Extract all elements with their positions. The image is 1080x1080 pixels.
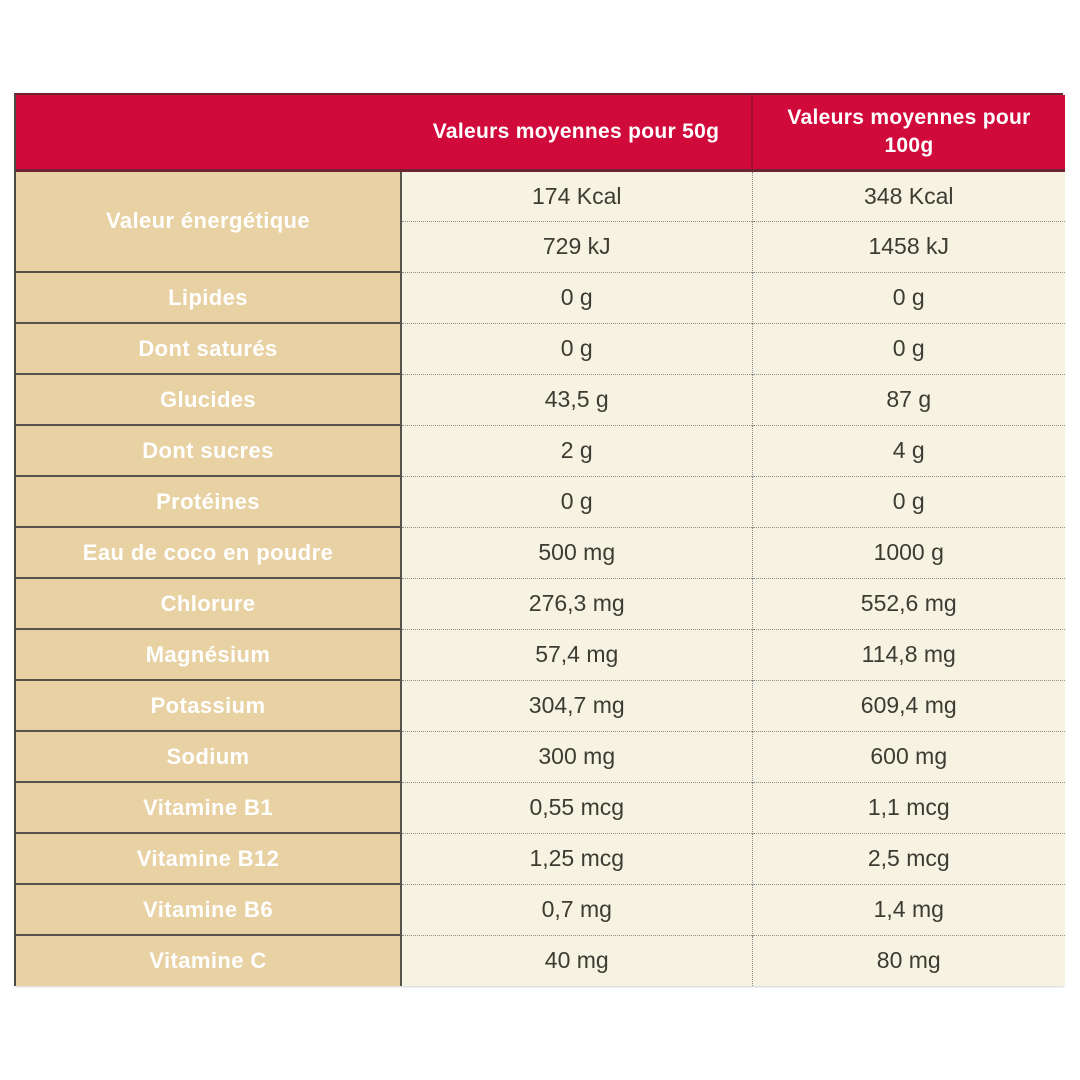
row-label: Vitamine B6 (16, 884, 401, 935)
table-row-dont-sucres (16, 425, 1065, 476)
table-row-vitamine-b12 (16, 833, 1065, 884)
value-cell-50g: 57,4 mg (401, 629, 752, 680)
header-col-50g: Valeurs moyennes pour 50g (401, 95, 752, 170)
value-cell-50g: 500 mg (401, 527, 752, 578)
value-cell-50g: 0,7 mg (401, 884, 752, 935)
row-label-energie: Valeur énergétique (16, 170, 401, 272)
row-label: Dont sucres (16, 425, 401, 476)
header-col-100g: Valeurs moyennes pour 100g (752, 95, 1065, 170)
table-row-energy-kcal (16, 170, 1065, 221)
value-cell-50g: 300 mg (401, 731, 752, 782)
table-row-proteines (16, 476, 1065, 527)
value-cell-100g: 114,8 mg (752, 629, 1065, 680)
value-cell-100g: 87 g (752, 374, 1065, 425)
value-cell-100g: 4 g (752, 425, 1065, 476)
header-row (16, 95, 1065, 170)
value-cell-50g: 40 mg (401, 935, 752, 986)
row-label: Eau de coco en poudre (16, 527, 401, 578)
row-label: Vitamine B1 (16, 782, 401, 833)
value-cell-100g: 0 g (752, 476, 1065, 527)
value-cell-50g: 0 g (401, 476, 752, 527)
value-cell-100g: 600 mg (752, 731, 1065, 782)
nutrition-table (14, 93, 1063, 986)
value-cell-50g: 1,25 mcg (401, 833, 752, 884)
value-cell-50g: 0 g (401, 323, 752, 374)
table-row-magnesium (16, 629, 1065, 680)
table-row-lipides (16, 272, 1065, 323)
value-cell-100g: 80 mg (752, 935, 1065, 986)
value-cell-50g: 304,7 mg (401, 680, 752, 731)
nutrition-values-table (16, 95, 1065, 986)
table-row-dont-satures (16, 323, 1065, 374)
value-cell-100g: 0 g (752, 323, 1065, 374)
table-row-vitamine-b6 (16, 884, 1065, 935)
row-label: Sodium (16, 731, 401, 782)
table-row-vitamine-c (16, 935, 1065, 986)
row-label: Glucides (16, 374, 401, 425)
value-cell-energy-kcal-100g: 348 Kcal (752, 170, 1065, 221)
value-cell-50g: 0,55 mcg (401, 782, 752, 833)
value-cell-100g: 0 g (752, 272, 1065, 323)
value-cell-50g: 43,5 g (401, 374, 752, 425)
row-label: Magnésium (16, 629, 401, 680)
value-cell-energy-kcal-50g: 174 Kcal (401, 170, 752, 221)
value-cell-energy-kj-50g: 729 kJ (401, 221, 752, 272)
row-label: Vitamine B12 (16, 833, 401, 884)
value-cell-100g: 609,4 mg (752, 680, 1065, 731)
table-row-vitamine-b1 (16, 782, 1065, 833)
value-cell-100g: 2,5 mcg (752, 833, 1065, 884)
table-row-potassium (16, 680, 1065, 731)
row-label: Lipides (16, 272, 401, 323)
value-cell-50g: 276,3 mg (401, 578, 752, 629)
row-label: Protéines (16, 476, 401, 527)
value-cell-100g: 552,6 mg (752, 578, 1065, 629)
value-cell-50g: 0 g (401, 272, 752, 323)
table-row-eau-de-coco (16, 527, 1065, 578)
row-label: Chlorure (16, 578, 401, 629)
row-label: Dont saturés (16, 323, 401, 374)
row-label: Vitamine C (16, 935, 401, 986)
value-cell-100g: 1,4 mg (752, 884, 1065, 935)
value-cell-100g: 1000 g (752, 527, 1065, 578)
table-row-chlorure (16, 578, 1065, 629)
value-cell-50g: 2 g (401, 425, 752, 476)
header-corner-cell (16, 95, 401, 170)
value-cell-100g: 1,1 mcg (752, 782, 1065, 833)
table-row-glucides (16, 374, 1065, 425)
table-row-sodium (16, 731, 1065, 782)
row-label: Potassium (16, 680, 401, 731)
value-cell-energy-kj-100g: 1458 kJ (752, 221, 1065, 272)
